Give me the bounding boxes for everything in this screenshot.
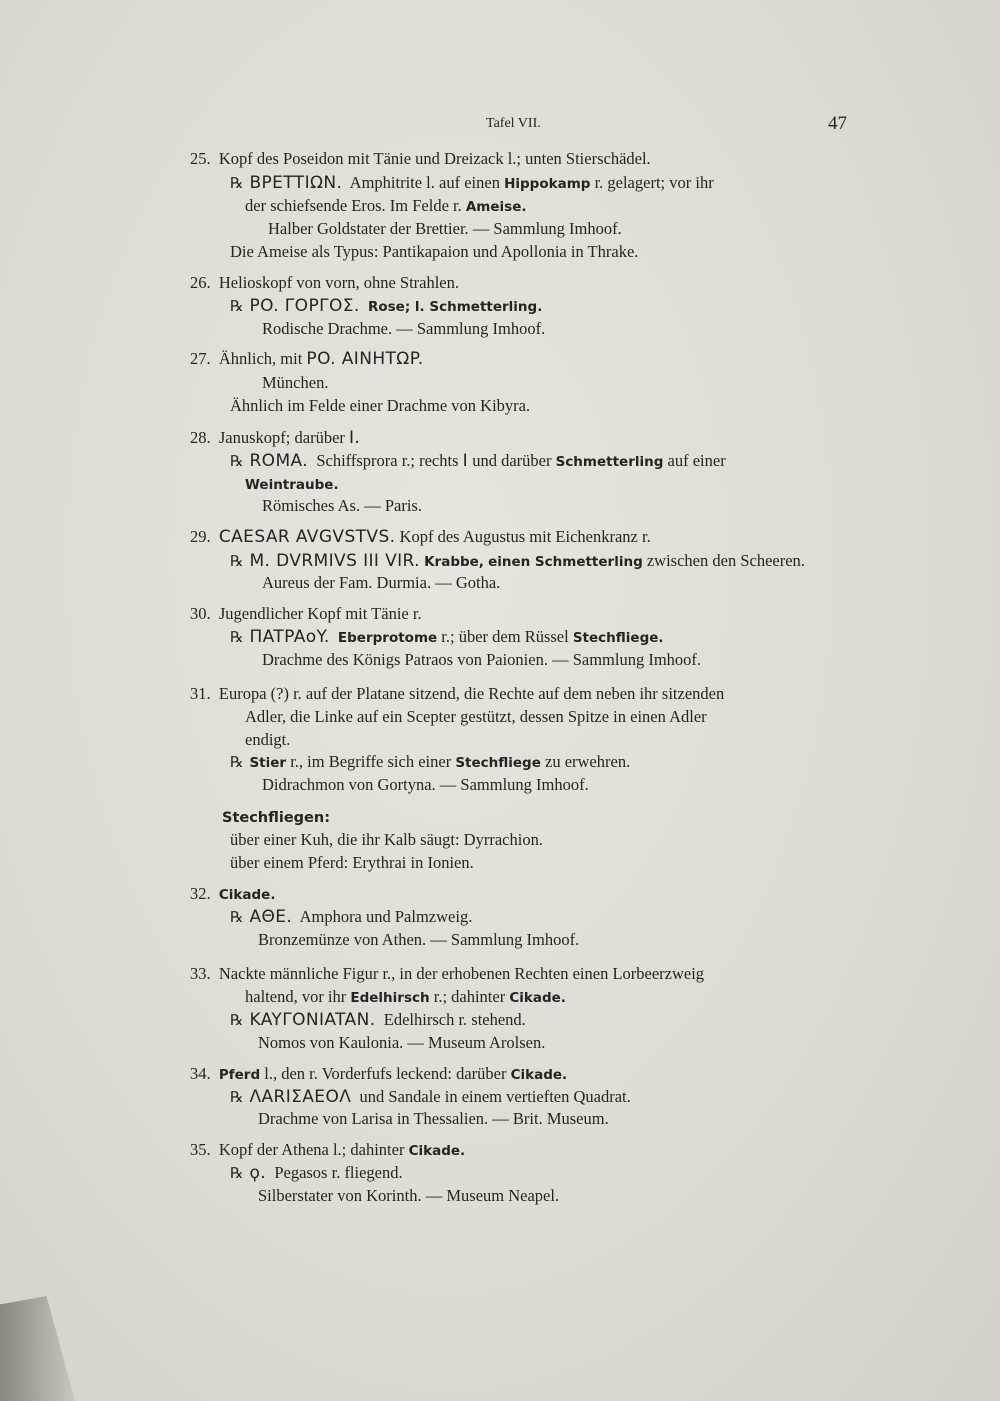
coin-legend: BPETTIΩN. <box>249 173 343 193</box>
stechfliegen-heading: Stechfliegen: <box>222 810 331 826</box>
emphasis-text: Stier <box>249 755 287 771</box>
entry-26-line-3: Rodische Drachme. — Sammlung Imhoof. <box>262 319 546 338</box>
entry-text: Schiffsprora r.; rechts <box>316 451 459 470</box>
entry-text: Kopf des Augustus mit Eichenkranz r. <box>399 527 651 546</box>
entry-25-line-1 <box>190 149 651 169</box>
reverse-symbol: ℞ <box>230 753 244 771</box>
entry-31-line-4 <box>230 752 630 773</box>
entry-35-line-3: Silberstater von Korinth. — Museum Neapel. <box>258 1186 560 1205</box>
entry-32-line-3: Bronzemünze von Athen. — Sammlung Imhoof. <box>258 930 580 949</box>
emphasis-text: einen Schmetterling <box>488 554 643 570</box>
entry-text: auf einer <box>667 451 726 470</box>
entry-number: 35. <box>190 1140 211 1159</box>
entry-25-line-5: Die Ameise als Typus: Pantikapaion und Apollonia in Thrake. <box>230 242 639 261</box>
entry-26-line-2 <box>230 296 542 317</box>
reverse-symbol: ℞ <box>230 908 244 926</box>
entry-text: l., den r. Vorderfufs leckend: darüber <box>264 1064 507 1083</box>
emphasis-text: Hippokamp <box>504 176 591 192</box>
entry-text: r.; über dem Rüssel <box>441 627 569 646</box>
entry-25-line-2 <box>230 173 714 194</box>
entry-27-line-1 <box>190 349 424 369</box>
coin-legend: KAYΓONIATAN. <box>249 1010 376 1030</box>
stechfliegen-line-2: über einem Pferd: Erythrai in Ionien. <box>230 853 474 872</box>
entry-29-line-1 <box>190 527 651 547</box>
entry-29-line-2 <box>230 551 805 572</box>
entry-text: und darüber <box>472 451 552 470</box>
entry-33-line-4: Nomos von Kaulonia. — Museum Arolsen. <box>258 1033 546 1052</box>
entry-number: 28. <box>190 428 211 447</box>
entry-34-line-1 <box>190 1064 567 1085</box>
entry-28-line-1 <box>190 428 360 448</box>
reverse-symbol: ℞ <box>230 1088 244 1106</box>
entry-number: 27. <box>190 349 211 368</box>
entry-32-line-2 <box>230 907 472 927</box>
coin-legend: CAESAR AVGVSTVS. <box>218 527 396 547</box>
entry-text: Kopf der Athena l.; dahinter <box>218 1140 405 1159</box>
coin-legend: AΘE. <box>249 907 293 927</box>
entry-31-line-2: Adler, die Linke auf ein Scepter gestützt, dessen Spitze in einen Adler <box>245 707 707 726</box>
entry-number: 33. <box>190 964 211 983</box>
entry-text: Nackte männliche Figur r., in der erhobenen Rechten einen Lorbeerzweig <box>218 964 705 983</box>
page-number: 47 <box>828 113 847 134</box>
entry-text: Januskopf; darüber <box>218 428 345 447</box>
entry-28-line-4: Römisches As. — Paris. <box>262 496 422 515</box>
entry-28-line-3 <box>245 474 339 495</box>
entry-25-line-3 <box>245 196 526 217</box>
coin-legend: ROMA. <box>249 451 309 471</box>
emphasis-text: Ameise. <box>465 199 527 215</box>
entry-text: zwischen den Scheeren. <box>646 551 805 570</box>
entry-34-line-3: Drachme von Larisa in Thessalien. — Brit. Museum. <box>258 1109 609 1128</box>
entry-number: 29. <box>190 527 211 546</box>
reverse-symbol: ℞ <box>230 628 244 646</box>
entry-30-line-3: Drachme des Königs Patraos von Paionien. — Sammlung Imhoof. <box>262 650 702 669</box>
emphasis-text: Cikade. <box>509 990 566 1006</box>
coin-legend: ΠATPAοY. <box>249 627 330 647</box>
entry-number: 31. <box>190 684 211 703</box>
reverse-symbol: ℞ <box>230 452 244 470</box>
entry-33-line-2 <box>245 987 566 1008</box>
emphasis-text: Weintraube. <box>245 477 339 493</box>
entry-31-line-3: endigt. <box>245 730 291 749</box>
entry-27-line-2: München. <box>262 373 329 392</box>
entry-text: Edelhirsch r. stehend. <box>383 1010 526 1029</box>
entry-text: Kopf des Poseidon mit Tänie und Dreizack l.; unten Stierschädel. <box>218 149 651 168</box>
entry-text: haltend, vor ihr <box>245 987 347 1006</box>
entry-text: der schiefsende Eros. Im Felde r. <box>245 196 462 215</box>
emphasis-text: Cikade. <box>218 887 276 903</box>
emphasis-text: Cikade. <box>510 1067 568 1083</box>
entry-text: Europa (?) r. auf der Platane sitzend, die Rechte auf dem neben ihr sitzenden <box>218 684 725 703</box>
entry-number: 34. <box>190 1064 211 1083</box>
entry-31-line-5: Didrachmon von Gortyna. — Sammlung Imhoof. <box>262 775 589 794</box>
entry-33-line-1 <box>190 964 704 984</box>
entry-32-line-1 <box>190 884 275 905</box>
entry-34-line-2 <box>230 1087 631 1107</box>
entry-text: r.; dahinter <box>433 987 506 1006</box>
reverse-symbol: ℞ <box>230 1164 244 1182</box>
page-edge-shadow <box>0 1296 75 1401</box>
reverse-symbol: ℞ <box>230 552 244 570</box>
coin-legend: PO. ΓOPΓOΣ. <box>249 296 360 316</box>
emphasis-text: Krabbe, <box>424 554 484 570</box>
reverse-symbol: ℞ <box>230 297 244 315</box>
emphasis-text: Stechfliege <box>455 755 541 771</box>
entry-30-line-2 <box>230 627 664 648</box>
entry-number: 32. <box>190 884 211 903</box>
entry-33-line-3 <box>230 1010 526 1030</box>
entry-25-line-4: Halber Goldstater der Brettier. — Sammlung Imhoof. <box>268 219 622 238</box>
entry-number: 25. <box>190 149 211 168</box>
coin-legend: I. <box>349 428 361 448</box>
entry-text: r. gelagert; vor ihr <box>594 173 714 192</box>
entry-text: Helioskopf von vorn, ohne Strahlen. <box>218 273 460 292</box>
entry-text: und Sandale in einem vertieften Quadrat. <box>359 1087 631 1106</box>
emphasis-text: Eberprotome <box>337 630 438 646</box>
entry-text: r., im Begriffe sich einer <box>290 752 452 771</box>
entry-text: zu erwehren. <box>545 752 631 771</box>
entry-text: Ähnlich, mit <box>218 349 303 368</box>
entry-text: Jugendlicher Kopf mit Tänie r. <box>218 604 422 623</box>
entry-number: 30. <box>190 604 211 623</box>
emphasis-text: Stechfliege. <box>572 630 664 646</box>
emphasis-text: Cikade. <box>408 1143 466 1159</box>
entry-text: Amphitrite l. auf einen <box>349 173 500 192</box>
entry-35-line-2 <box>230 1163 403 1183</box>
entry-30-line-1 <box>190 604 422 624</box>
coin-legend: I <box>462 451 469 471</box>
entry-31-line-1 <box>190 684 724 704</box>
entry-29-line-3: Aureus der Fam. Durmia. — Gotha. <box>262 573 501 592</box>
entry-text: Amphora und Palmzweig. <box>299 907 473 926</box>
emphasis-text: Rose; l. Schmetterling. <box>367 299 543 315</box>
emphasis-text: Edelhirsch <box>350 990 430 1006</box>
reverse-symbol: ℞ <box>230 174 244 192</box>
entry-26-line-1 <box>190 273 459 293</box>
entry-text: Pegasos r. fliegend. <box>274 1163 403 1182</box>
entry-27-line-3: Ähnlich im Felde einer Drachme von Kibyra. <box>230 396 531 415</box>
reverse-symbol: ℞ <box>230 1011 244 1029</box>
emphasis-text: Schmetterling <box>555 454 664 470</box>
entry-28-line-2 <box>230 451 726 472</box>
coin-legend: ΛARIΣAEOΛ <box>249 1087 352 1107</box>
page-header-title: Tafel VII. <box>486 116 541 131</box>
emphasis-text: Pferd <box>218 1067 261 1083</box>
coin-legend: ϙ. <box>249 1163 267 1183</box>
coin-legend: PO. AINHTΩP. <box>306 349 424 369</box>
entry-35-line-1 <box>190 1140 465 1161</box>
entry-number: 26. <box>190 273 211 292</box>
coin-legend: M. DVRMIVS III VIR. <box>249 551 420 571</box>
stechfliegen-line-1: über einer Kuh, die ihr Kalb säugt: Dyrrachion. <box>230 830 543 849</box>
